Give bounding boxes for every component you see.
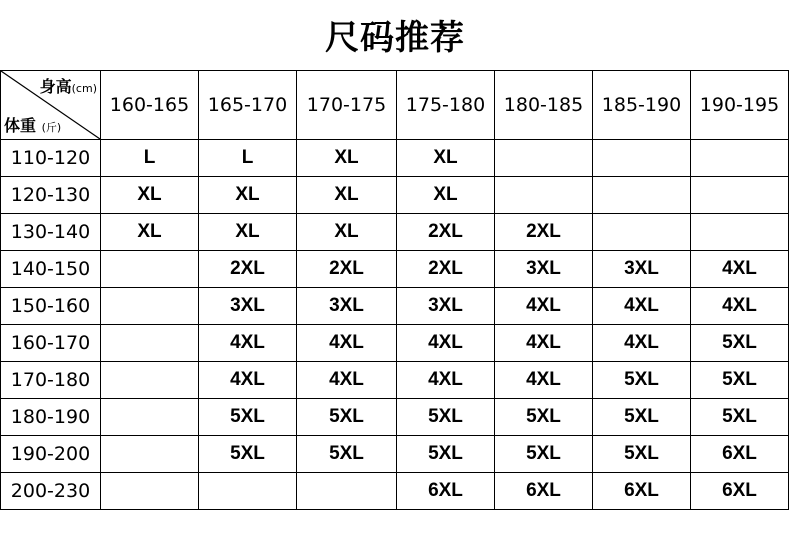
size-cell: [593, 214, 691, 251]
height-range-header: 170-175: [297, 71, 397, 140]
size-cell: [495, 177, 593, 214]
size-cell: 5XL: [593, 362, 691, 399]
size-cell: 5XL: [593, 436, 691, 473]
size-cell: [101, 251, 199, 288]
size-cell: [101, 399, 199, 436]
size-cell: 4XL: [199, 362, 297, 399]
size-cell: XL: [397, 177, 495, 214]
header-row: [1, 71, 789, 140]
size-cell: 4XL: [397, 362, 495, 399]
size-cell: L: [199, 140, 297, 177]
size-cell: XL: [397, 140, 495, 177]
weight-range-cell: 180-190: [1, 399, 101, 436]
size-cell: 2XL: [199, 251, 297, 288]
size-cell: 3XL: [199, 288, 297, 325]
size-cell: 5XL: [199, 399, 297, 436]
table-row: [1, 436, 789, 473]
size-cell: [691, 214, 789, 251]
size-cell: 6XL: [691, 436, 789, 473]
size-cell: 2XL: [297, 251, 397, 288]
table-row: [1, 473, 789, 510]
table-row: [1, 325, 789, 362]
size-cell: 3XL: [495, 251, 593, 288]
size-cell: 4XL: [297, 362, 397, 399]
size-cell: [593, 177, 691, 214]
height-range-header: 175-180: [397, 71, 495, 140]
size-cell: [199, 473, 297, 510]
size-cell: XL: [101, 214, 199, 251]
size-cell: 4XL: [495, 325, 593, 362]
size-cell: 4XL: [691, 288, 789, 325]
size-cell: 3XL: [593, 251, 691, 288]
page-title: 尺码推荐: [325, 18, 465, 58]
size-cell: [101, 362, 199, 399]
size-cell: 6XL: [397, 473, 495, 510]
size-cell: 5XL: [297, 436, 397, 473]
height-range-header: 165-170: [199, 71, 297, 140]
weight-axis-label: 体重 (斤): [4, 116, 62, 135]
weight-range-cell: 140-150: [1, 251, 101, 288]
size-cell: 5XL: [397, 399, 495, 436]
table-row: [1, 140, 789, 177]
height-axis-label: 身高(cm): [39, 77, 97, 96]
size-cell: 5XL: [199, 436, 297, 473]
size-cell: L: [101, 140, 199, 177]
weight-range-cell: 160-170: [1, 325, 101, 362]
size-cell: [691, 140, 789, 177]
size-cell: [101, 473, 199, 510]
corner-header-cell: [1, 71, 101, 140]
height-range-header: 160-165: [101, 71, 199, 140]
size-cell: 5XL: [495, 436, 593, 473]
size-cell: 2XL: [397, 251, 495, 288]
size-cell: XL: [101, 177, 199, 214]
size-cell: 4XL: [297, 325, 397, 362]
table-row: [1, 288, 789, 325]
size-chart-table: [0, 70, 789, 510]
table-row: [1, 214, 789, 251]
table-row: [1, 251, 789, 288]
table-row: [1, 399, 789, 436]
weight-range-cell: 170-180: [1, 362, 101, 399]
size-cell: 2XL: [495, 214, 593, 251]
size-cell: 5XL: [691, 362, 789, 399]
height-range-header: 190-195: [691, 71, 789, 140]
table-row: [1, 362, 789, 399]
size-cell: 6XL: [691, 473, 789, 510]
size-cell: 2XL: [397, 214, 495, 251]
size-cell: 5XL: [297, 399, 397, 436]
weight-range-cell: 150-160: [1, 288, 101, 325]
size-cell: 5XL: [691, 325, 789, 362]
weight-range-cell: 120-130: [1, 177, 101, 214]
size-cell: [101, 325, 199, 362]
size-cell: XL: [199, 214, 297, 251]
size-cell: XL: [297, 214, 397, 251]
size-cell: 5XL: [691, 399, 789, 436]
size-cell: 3XL: [397, 288, 495, 325]
size-cell: 5XL: [495, 399, 593, 436]
size-cell: 4XL: [199, 325, 297, 362]
table-row: [1, 177, 789, 214]
size-cell: [495, 140, 593, 177]
size-cell: 4XL: [495, 288, 593, 325]
size-cell: 5XL: [397, 436, 495, 473]
size-cell: 4XL: [593, 325, 691, 362]
size-cell: 4XL: [397, 325, 495, 362]
size-cell: [297, 473, 397, 510]
size-cell: 3XL: [297, 288, 397, 325]
weight-range-cell: 130-140: [1, 214, 101, 251]
size-cell: [101, 436, 199, 473]
size-cell: 5XL: [593, 399, 691, 436]
size-cell: 4XL: [691, 251, 789, 288]
weight-range-cell: 200-230: [1, 473, 101, 510]
size-cell: 4XL: [495, 362, 593, 399]
size-cell: [691, 177, 789, 214]
size-cell: XL: [199, 177, 297, 214]
size-cell: 6XL: [593, 473, 691, 510]
size-cell: [101, 288, 199, 325]
height-range-header: 185-190: [593, 71, 691, 140]
weight-range-cell: 190-200: [1, 436, 101, 473]
size-cell: 6XL: [495, 473, 593, 510]
size-cell: XL: [297, 177, 397, 214]
size-cell: XL: [297, 140, 397, 177]
weight-range-cell: 110-120: [1, 140, 101, 177]
size-cell: [593, 140, 691, 177]
size-cell: 4XL: [593, 288, 691, 325]
height-range-header: 180-185: [495, 71, 593, 140]
